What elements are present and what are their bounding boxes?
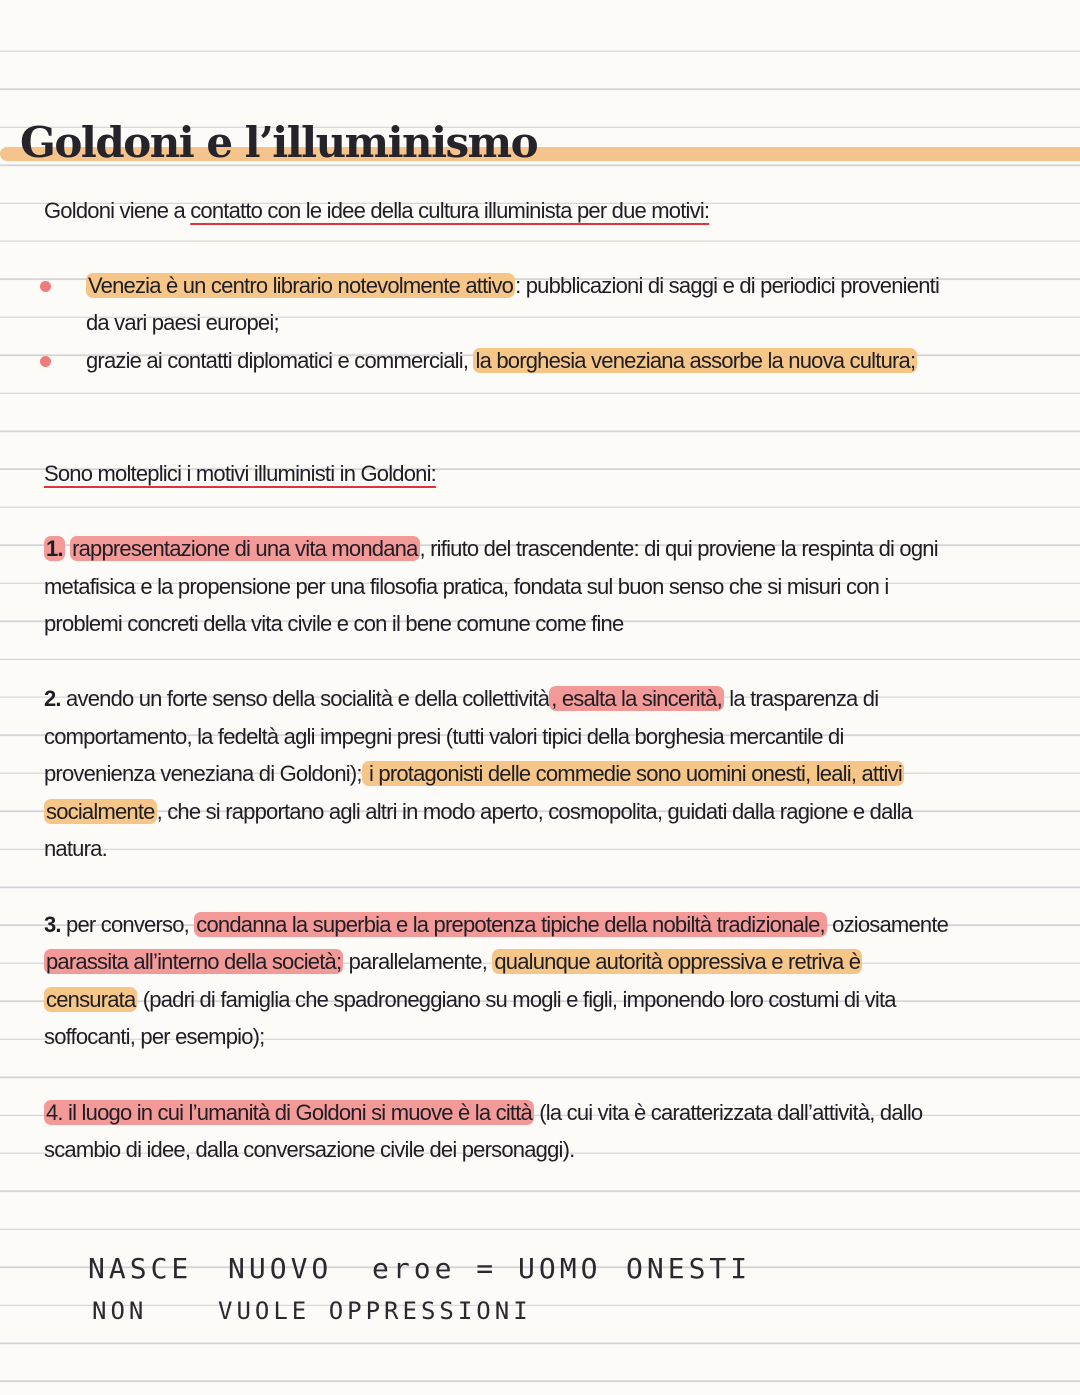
point-2-line-2: comportamento, la fedeltà agli impegni presi (tutti valori tipici della borghesia mercantile di bbox=[44, 724, 844, 749]
handwritten-word: VUOLE OPPRESSIONI bbox=[218, 1297, 532, 1325]
bullet-item-2: grazie ai contatti diplomatici e commerciali, la borghesia veneziana assorbe la nuova cultura; bbox=[86, 348, 916, 373]
point-3-line-4: soffocanti, per esempio); bbox=[44, 1024, 265, 1049]
bullet-dot bbox=[40, 356, 51, 367]
point-2-line-3: provenienza veneziana di Goldoni); i protagonisti delle commedie sono uomini onesti, leali, attivi bbox=[44, 761, 902, 786]
intro-line: Goldoni viene a contatto con le idee della cultura illuminista per due motivi: bbox=[44, 198, 710, 223]
point-1-line-2: metafisica e la propensione per una filosofia pratica, fondata sul buon senso che si misuri con i bbox=[44, 574, 889, 599]
point-2-line-5: natura. bbox=[44, 836, 107, 861]
point-2-line-1: 2. avendo un forte senso della socialità e della collettività, esalta la sincerità, la trasparenza di bbox=[44, 686, 879, 711]
point-3-line-3: censurata (padri di famiglia che spadroneggiano su mogli e figli, imponendo loro costumi di vita bbox=[46, 987, 896, 1012]
motivi-heading: Sono molteplici i motivi illuministi in Goldoni: bbox=[44, 461, 436, 486]
point-4-line-1: 4. il luogo in cui l’umanità di Goldoni si muove è la città (la cui vita è caratterizzata dall’attività, dallo bbox=[46, 1100, 923, 1125]
point-1-line-3: problemi concreti della vita civile e con il bene comune come fine bbox=[44, 611, 624, 636]
bullet-dot bbox=[40, 281, 51, 292]
point-1-line-1: 1. rappresentazione di una vita mondana, rifiuto del trascendente: di qui proviene la respinta di ogni bbox=[46, 536, 938, 561]
point-2-line-4: socialmente, che si rapportano agli altri in modo aperto, cosmopolita, guidati dalla ragione e dalla bbox=[46, 799, 913, 824]
handwritten-word: ONESTI bbox=[626, 1252, 752, 1285]
bullet-item-1-cont: da vari paesi europei; bbox=[86, 310, 279, 335]
page-title: Goldoni e l’illuminismo bbox=[20, 118, 538, 167]
handwritten-word: NASCE bbox=[88, 1252, 193, 1285]
point-3-line-2: parassita all’interno della società; parallelamente, qualunque autorità oppressiva e retriva è bbox=[46, 949, 861, 974]
point-3-line-1: 3. per converso, condanna la superbia e la prepotenza tipiche della nobiltà tradizionale, oziosamente bbox=[44, 912, 949, 937]
point-4-line-2: scambio di idee, dalla conversazione civile dei personaggi). bbox=[44, 1137, 575, 1162]
handwritten-word: NUOVO bbox=[228, 1252, 333, 1285]
handwritten-word: NON bbox=[92, 1297, 148, 1325]
bullet-item-1: Venezia è un centro librario notevolmente attivo: pubblicazioni di saggi e di periodici provenienti bbox=[88, 273, 940, 298]
handwritten-word: eroe = UOMO bbox=[372, 1252, 602, 1285]
